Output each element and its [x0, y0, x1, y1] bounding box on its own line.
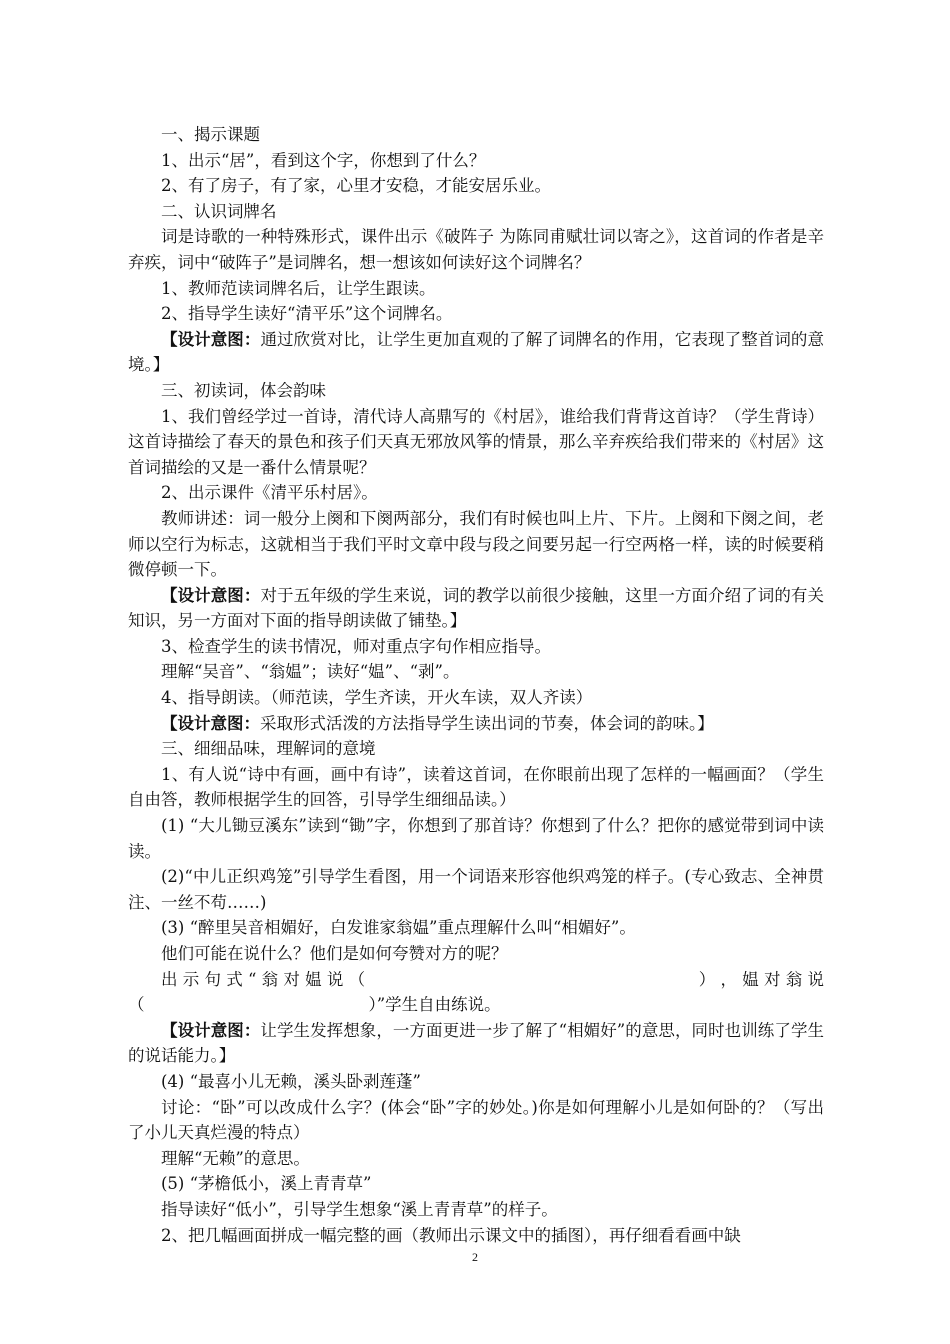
paragraph-text: 1、出示“居”，看到这个字，你想到了什么？ [161, 150, 486, 170]
paragraph-text: 教师讲述：词一般分上阕和下阕两部分，我们有时候也叫上片、下片。上阕和下阕之间，老师以空行为标志，这就相当于我们平时文章中段与段之间要另起一行空两格一样，读的时候要稍微停顿一下。 [128, 508, 824, 580]
sentence-pattern-line [128, 967, 824, 993]
document-body [128, 122, 824, 1248]
design-intent-paragraph [128, 327, 824, 378]
paragraph-text: 三、细细品味，理解词的意境 [161, 739, 376, 759]
paragraph-text: 让学生发挥想象，一方面更进一步了解了“相媚好”的意思，同时也训练了学生的说话能力。】 [128, 1020, 825, 1066]
paragraph-text: (4) “最喜小儿无赖，溪头卧剥莲蓬” [161, 1071, 421, 1091]
paragraph-text: 三、初读词，体会韵味 [161, 380, 326, 400]
paragraph [128, 199, 824, 225]
paragraph [128, 378, 824, 404]
text-block-2 [128, 1018, 824, 1248]
paragraph-text: 对于五年级的学生来说，词的教学以前很少接触，这里一方面介绍了词的有关知识，另一方面对下面的指导朗读做了铺垫。】 [128, 585, 825, 631]
paragraph [128, 634, 824, 660]
paragraph-text: 一、揭示课题 [161, 125, 260, 144]
paragraph-text: 1、教师范读词牌名后，让学生跟读。 [161, 278, 436, 298]
paragraph-text: (3) “醉里吴音相媚好，白发谁家翁媪”重点理解什么叫“相媚好”。 [161, 918, 636, 938]
paragraph-text: (5) “茅檐低小，溪上青青草” [161, 1174, 372, 1194]
paragraph-text: 理解“吴音”、“翁媪”；读好“媪”、“剥”。 [161, 662, 460, 682]
design-intent-label: 【设计意图： [161, 713, 260, 733]
pattern-part-1: 出 示 句 式 “ 翁 对 媪 说 （ [161, 969, 366, 989]
paragraph [128, 301, 824, 327]
paragraph [128, 1146, 824, 1172]
paragraph [128, 1069, 824, 1095]
paragraph [128, 813, 824, 864]
paragraph [128, 122, 824, 148]
paragraph [128, 1223, 824, 1249]
design-intent-label: 【设计意图： [161, 1020, 261, 1040]
paragraph-text: 二、认识词牌名 [161, 201, 277, 221]
paragraph-text: (2)“中儿正织鸡笼”引导学生看图，用一个词语来形容他织鸡笼的样子。(专心致志、全神贯注、一丝不苟……) [128, 867, 824, 912]
design-intent-paragraph [128, 711, 824, 737]
paragraph [128, 762, 824, 813]
paragraph-text: 1、有人说“诗中有画，画中有诗”，读着这首词，在你眼前出现了怎样的一幅画面？（学生自由答，教师根据学生的回答，引导学生细细品读。） [128, 764, 824, 810]
paragraph [128, 1095, 824, 1146]
pattern-part-3: （ [128, 995, 145, 1015]
paragraph [128, 1171, 824, 1197]
paragraph-text: 词是诗歌的一种特殊形式，课件出示《破阵子 为陈同甫赋壮词以寄之》，这首词的作者是辛弃疾，词中“破阵子”是词牌名，想一想该如何读好这个词牌名？ [128, 227, 824, 272]
paragraph-text: 指导读好“低小”，引导学生想象“溪上青青草”的样子。 [161, 1199, 558, 1219]
paragraph-text: 2、指导学生读好“清平乐”这个词牌名。 [161, 304, 453, 324]
design-intent-label: 【设计意图： [161, 329, 261, 349]
page-number: 2 [472, 1250, 478, 1264]
paragraph [128, 276, 824, 302]
paragraph-text: 通过欣赏对比，让学生更加直观的了解了词牌名的作用，它表现了整首词的意境。】 [128, 329, 825, 375]
paragraph [128, 736, 824, 762]
paragraph-text: 3、检查学生的读书情况，师对重点字句作相应指导。 [161, 636, 551, 656]
paragraph [128, 224, 824, 275]
paragraph-text: 1、我们曾经学过一首诗，清代诗人高鼎写的《村居》，谁给我们背背这首诗？（学生背诗）这首诗描绘了春天的景色和孩子们天真无邪放风筝的情景，那么辛弃疾给我们带来的《村居》这首词描绘的又是一番什么情景呢？ [128, 406, 824, 477]
paragraph-text: 他们可能在说什么？他们是如何夸赞对方的呢？ [161, 944, 508, 963]
paragraph [128, 173, 824, 199]
paragraph-text: 讨论：“卧”可以改成什么字？(体会“卧”字的妙处。)你是如何理解小儿是如何卧的？（写出了小儿天真烂漫的特点） [128, 1097, 824, 1143]
sentence-pattern-line-2 [128, 992, 824, 1018]
text-block-1 [128, 122, 824, 967]
paragraph-text: 2、出示课件《清平乐村居》。 [161, 483, 378, 503]
paragraph-text: 2、有了房子，有了家，心里才安稳，才能安居乐业。 [161, 176, 551, 196]
paragraph [128, 404, 824, 481]
paragraph [128, 480, 824, 506]
paragraph [128, 506, 824, 583]
paragraph [128, 685, 824, 711]
paragraph [128, 659, 824, 685]
paragraph [128, 915, 824, 941]
paragraph-text: 理解“无赖”的意思。 [161, 1148, 310, 1168]
paragraph [128, 941, 824, 967]
paragraph-text: 采取形式活泼的方法指导学生读出词的节奏，体会词的韵味。】 [260, 713, 714, 733]
pattern-part-4: ）”学生自由练说。 [368, 995, 501, 1015]
pattern-part-2: ） ， 媪 对 翁 说 [698, 969, 824, 989]
paragraph-text: (1) “大儿锄豆溪东”读到“锄”字，你想到了那首诗？你想到了什么？把你的感觉带到词中读读。 [128, 816, 824, 861]
design-intent-paragraph [128, 1018, 824, 1069]
paragraph-text: 2、把几幅画面拼成一幅完整的画（教师出示课文中的插图），再仔细看看画中缺 [161, 1225, 741, 1245]
paragraph-text: 4、指导朗读。（师范读，学生齐读，开火车读，双人齐读） [161, 688, 593, 708]
paragraph [128, 1197, 824, 1223]
design-intent-paragraph [128, 583, 824, 634]
paragraph [128, 864, 824, 915]
paragraph [128, 148, 824, 174]
design-intent-label: 【设计意图： [161, 585, 261, 605]
